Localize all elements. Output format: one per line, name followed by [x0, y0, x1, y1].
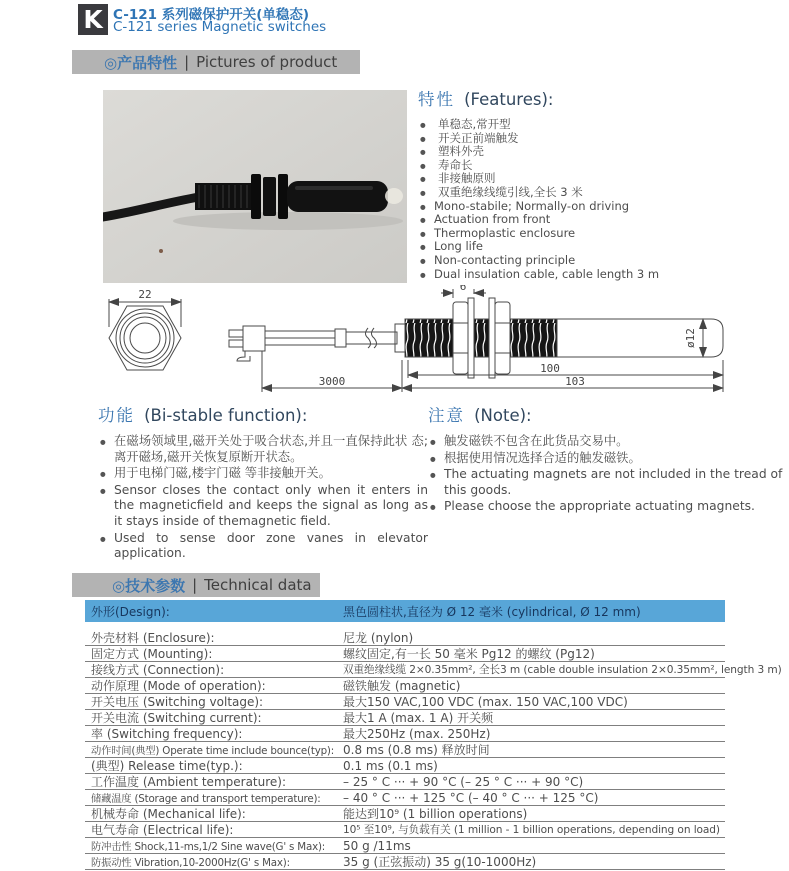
table-row-ambient-temperature — [85, 774, 725, 790]
sensor-nut — [263, 177, 276, 216]
table-label: 机械寿命 (Mechanical life): — [91, 807, 246, 821]
section-bar-pictures-en: Pictures of product — [196, 53, 338, 71]
table-row-connection — [85, 662, 782, 678]
table-label: 固定方式 (Mounting): — [91, 647, 213, 661]
table-value: 尼龙 (nylon) — [343, 631, 414, 645]
table-label: 动作原理 (Mode of operation): — [91, 679, 266, 693]
table-row-switching-frequency — [85, 726, 725, 742]
brand-logo — [78, 4, 108, 35]
section-bar-technical-zh: ◎技术参数 — [112, 576, 186, 595]
table-label: (典型) Release time(typ.): — [91, 759, 243, 773]
table-row-switching-current — [85, 710, 725, 726]
dim-100-label: 100 — [540, 362, 560, 375]
dimension-drawing — [95, 285, 789, 404]
page-title-zh: C-121 系列磁保护开关(单稳态) — [113, 7, 310, 23]
feature-item: ● 双重绝缘线缆引线,全长 3 米 — [418, 186, 784, 200]
table-value: 50 g /11ms — [343, 838, 411, 853]
note-item: ● 触发磁铁不包含在此货品交易中。 — [428, 434, 784, 450]
table-value: 磁铁触发 (magnetic) — [343, 679, 461, 693]
table-label: 开关电压 (Switching voltage): — [91, 695, 264, 709]
note-item: ● The actuating magnets are not included in the tread of this goods. — [428, 467, 784, 498]
table-value: 最大1 A (max. 1 A) 开关频 — [343, 711, 494, 725]
sensor-washer-1 — [251, 174, 261, 219]
feature-item: ● 单稳态,常开型 — [418, 118, 784, 132]
features-heading-en: (Features): — [464, 90, 554, 109]
section-bar-pictures-zh: ◎产品特性 — [104, 53, 178, 72]
table-label: 开关电流 (Switching current): — [91, 711, 262, 725]
table-value: 螺纹固定,有一长 50 毫米 Pg12 的螺纹 (Pg12) — [343, 647, 595, 661]
sensor-barrel-highlight — [295, 186, 373, 190]
table-value: 最大250Hz (max. 250Hz) — [343, 727, 491, 741]
note-item: ● 根据使用情况选择合适的触发磁铁。 — [428, 451, 784, 467]
section-bar-pictures-divider: | — [184, 53, 190, 71]
cable-connector — [229, 326, 265, 361]
function-item: ● Sensor closes the contact only when it enters in the magneticfield and keeps the signal as long as it stays inside of themagnetic field. — [98, 483, 428, 530]
dim-103-label: 103 — [565, 375, 585, 388]
table-row-mounting — [85, 646, 725, 662]
function-item: ● 在磁场领域里,磁开关处于吸合状态,并且一直保持此状 态; 离开磁场,磁开关恢复原断开状态。 — [98, 434, 428, 465]
table-label: 率 (Switching frequency): — [91, 727, 243, 741]
feature-item: ● 寿命长 — [418, 159, 784, 173]
table-row-vibration — [85, 854, 725, 870]
table-value: – 25 ° C ··· + 90 °C (– 25 ° C ··· + 90 °C) — [343, 774, 584, 789]
dim-6-label: 6 — [459, 285, 467, 293]
photo-glare — [385, 188, 403, 204]
dim-diameter-label: ø12 — [684, 328, 697, 348]
table-label: 电气寿命 (Electrical life): — [91, 823, 234, 837]
table-value: 0.8 ms (0.8 ms) 释放时间 — [343, 743, 490, 757]
section-bar-technical-en: Technical data — [204, 576, 312, 594]
function-section — [98, 402, 428, 563]
table-label: 动作时间(典型) Operate time include bounce(typ): — [91, 745, 335, 757]
table-row-operate-time — [85, 742, 725, 758]
table-row-storage-temperature — [85, 790, 725, 806]
note-heading — [428, 402, 784, 426]
table-value: 最大150 VAC,100 VDC (max. 150 VAC,100 VDC) — [343, 695, 628, 709]
table-value: 35 g (正弦振动) 35 g(10-1000Hz) — [343, 855, 537, 869]
function-heading-en: (Bi-stable function): — [144, 406, 308, 425]
feature-item: ● 非接触原则 — [418, 172, 784, 186]
table-label: 储藏温度 (Storage and transport temperature): — [91, 793, 321, 805]
function-heading-zh: 功能 — [98, 406, 135, 425]
product-photo — [103, 90, 407, 283]
table-row-mode-of-operation — [85, 678, 725, 694]
sensor-barrel — [287, 181, 388, 212]
note-section — [428, 402, 784, 516]
table-value: 0.1 ms (0.1 ms) — [343, 758, 438, 773]
section-bar-technical — [72, 573, 320, 597]
sensor-washer-2 — [278, 174, 288, 219]
table-row-release-time — [85, 758, 725, 774]
dim-22-label: 22 — [138, 288, 152, 301]
cable-wires — [265, 328, 397, 348]
feature-item: ● Actuation from front — [418, 213, 784, 227]
note-item: ● Please choose the appropriate actuating magnets. — [428, 499, 784, 515]
table-row-design — [85, 600, 725, 622]
feature-item: ● 塑料外壳 — [418, 145, 784, 159]
feature-item: ● Thermoplastic enclosure — [418, 227, 784, 241]
photo-speck — [159, 249, 163, 253]
function-list — [98, 434, 428, 562]
features-list — [418, 118, 784, 281]
feature-item: ● Non-contacting principle — [418, 254, 784, 268]
table-row-switching-voltage — [85, 694, 725, 710]
table-value: 10⁵ 至10⁹, 与负载有关 (1 million - 1 billion operations, depending on load) — [343, 824, 720, 836]
table-value: 黑色圆柱状,直径为 Ø 12 毫米 (cylindrical, Ø 12 mm) — [343, 604, 641, 619]
page-title-en: C-121 series Magnetic switches — [113, 19, 327, 35]
table-label: 接线方式 (Connection): — [91, 663, 225, 677]
table-label: 外形(Design): — [91, 604, 170, 619]
table-value: 双重绝缘线缆 2×0.35mm², 全长3 m (cable double insulation 2×0.35mm², length 3 m) — [343, 664, 782, 676]
product-photo-image — [103, 90, 407, 283]
feature-item: ● Dual insulation cable, cable length 3 m — [418, 268, 784, 282]
dim-3000-label: 3000 — [318, 375, 346, 388]
table-label: 外壳材料 (Enclosure): — [91, 631, 215, 645]
table-value: – 40 ° C ··· + 125 °C (– 40 ° C ··· + 125 °C) — [343, 790, 599, 805]
function-item: ● 用于电梯门磁,楼宇门磁 等非接触开关。 — [98, 466, 428, 482]
brand-logo-letter: K — [83, 5, 103, 34]
section-bar-pictures — [72, 50, 360, 74]
table-label: 防振动性 Vibration,10-2000Hz(G' s Max): — [91, 857, 290, 869]
note-heading-en: (Note): — [474, 406, 532, 425]
sensor-threaded-section — [195, 183, 253, 210]
feature-item: ● 开关正前端触发 — [418, 132, 784, 146]
table-label: 工作温度 (Ambient temperature): — [91, 775, 287, 789]
feature-item: ● Long life — [418, 240, 784, 254]
dimension-drawing-svg — [95, 285, 789, 400]
technical-data-table — [85, 600, 782, 870]
features-section — [418, 86, 784, 281]
hex-nut-front-view — [109, 306, 181, 370]
section-bar-technical-divider: | — [192, 576, 198, 594]
features-heading-zh: 特性 — [418, 90, 455, 109]
table-row-mechanical-life — [85, 806, 725, 822]
feature-item: ● Mono-stabile; Normally-on driving — [418, 200, 784, 214]
table-row-electrical-life — [85, 822, 725, 838]
table-row-enclosure — [85, 630, 725, 646]
function-item: ● Used to sense door zone vanes in elevator application. — [98, 531, 428, 562]
table-label: 防冲击性 Shock,11-ms,1/2 Sine wave(G' s Max): — [91, 841, 326, 853]
note-list — [428, 434, 784, 515]
note-heading-zh: 注意 — [428, 406, 465, 425]
function-heading — [98, 402, 428, 426]
table-row-shock — [85, 838, 725, 854]
features-heading — [418, 86, 784, 110]
table-value: 能达到10⁹ (1 billion operations) — [343, 807, 528, 821]
